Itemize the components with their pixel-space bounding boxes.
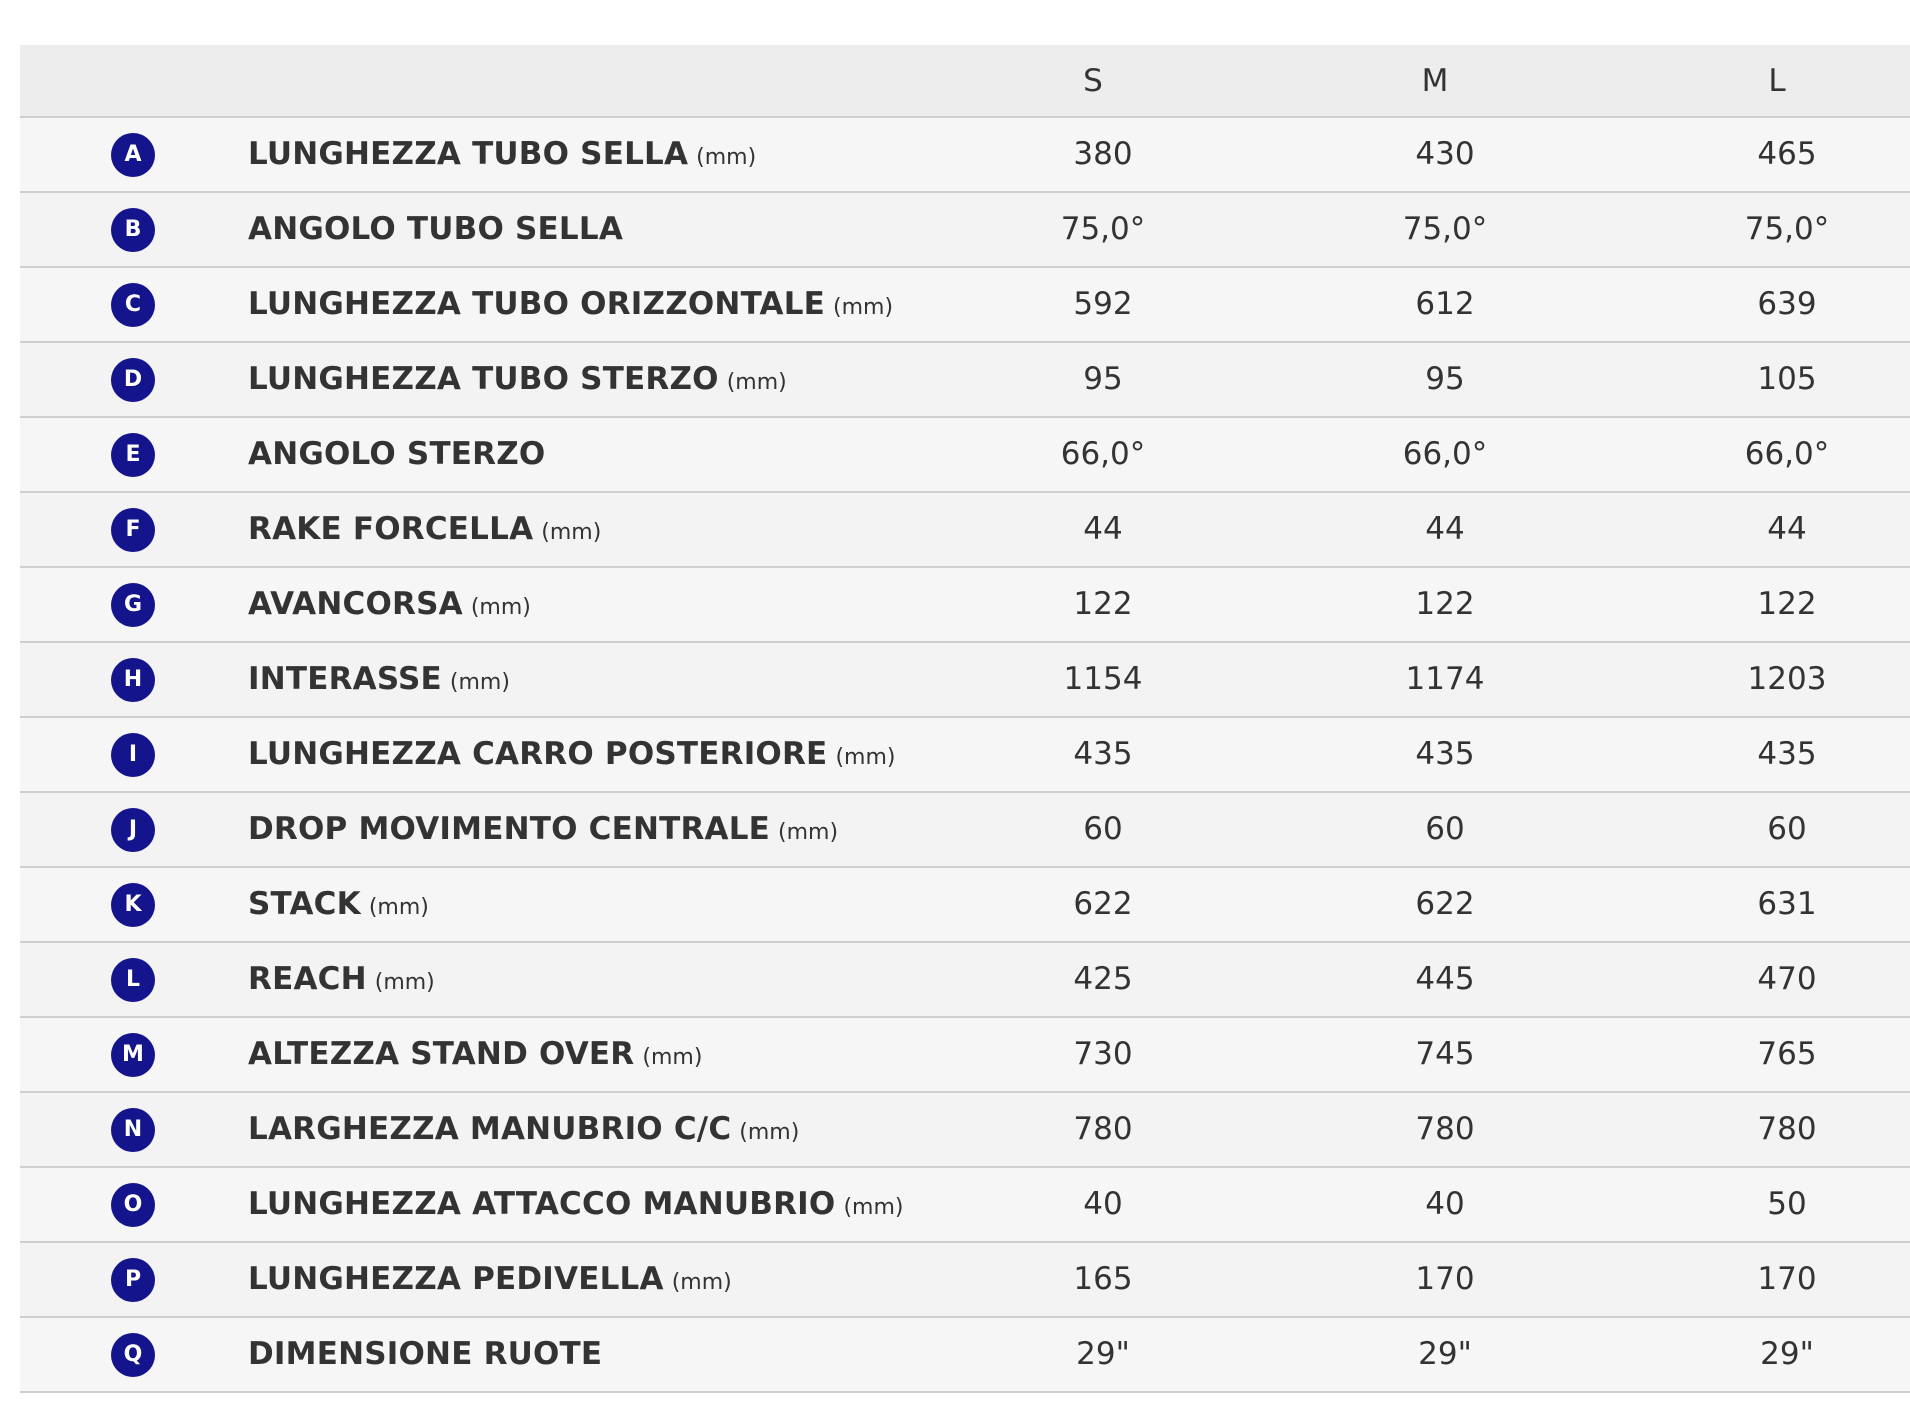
row-unit: (mm) (449, 670, 510, 695)
table-row (20, 1168, 1910, 1243)
row-unit: (mm) (778, 820, 839, 845)
row-label (248, 1243, 732, 1316)
row-letter-badge: J (111, 808, 155, 852)
value-size-m: 29" (1418, 1336, 1472, 1372)
row-label-text: ALTEZZA STAND OVER (248, 1036, 635, 1072)
row-label (248, 193, 623, 266)
value-size-l: 44 (1767, 511, 1807, 547)
row-unit: (mm) (739, 1120, 800, 1145)
row-label-text: AVANCORSA (248, 586, 463, 622)
value-size-l: 170 (1757, 1261, 1817, 1297)
row-label-text: RAKE FORCELLA (248, 511, 534, 547)
row-label (248, 1168, 903, 1241)
table-row (20, 1018, 1910, 1093)
row-letter-badge: I (111, 733, 155, 777)
value-size-l: 122 (1757, 586, 1817, 622)
value-size-l: 639 (1757, 286, 1817, 322)
row-label-text: ANGOLO TUBO SELLA (248, 211, 624, 247)
row-letter-badge: H (111, 658, 155, 702)
row-label-text: LARGHEZZA MANUBRIO C/C (248, 1111, 732, 1147)
table-row (20, 1243, 1910, 1318)
value-size-m: 780 (1415, 1111, 1475, 1147)
value-size-s: 40 (1083, 1186, 1123, 1222)
row-letter-badge: L (111, 958, 155, 1002)
value-size-l: 75,0° (1744, 211, 1830, 247)
value-size-l: 60 (1767, 811, 1807, 847)
table-row (20, 568, 1910, 643)
row-label (248, 268, 893, 341)
row-unit: (mm) (671, 1270, 732, 1295)
table-row (20, 418, 1910, 493)
table-row (20, 343, 1910, 418)
table-row (20, 268, 1910, 343)
row-label-text: REACH (248, 961, 367, 997)
value-size-s: 75,0° (1060, 211, 1146, 247)
row-unit: (mm) (368, 895, 429, 920)
row-letter-badge: M (111, 1033, 155, 1077)
value-size-m: 40 (1425, 1186, 1465, 1222)
row-label (248, 1093, 799, 1166)
value-size-m: 612 (1415, 286, 1475, 322)
table-body (20, 118, 1910, 1393)
row-label (248, 643, 510, 716)
value-size-l: 631 (1757, 886, 1817, 922)
value-size-m: 435 (1415, 736, 1475, 772)
row-letter-badge: E (111, 433, 155, 477)
value-size-m: 170 (1415, 1261, 1475, 1297)
row-label-text: STACK (248, 886, 361, 922)
value-size-m: 122 (1415, 586, 1475, 622)
value-size-s: 380 (1073, 136, 1133, 172)
row-letter-badge: Q (111, 1333, 155, 1377)
table-row (20, 868, 1910, 943)
row-letter-badge: F (111, 508, 155, 552)
table-row (20, 118, 1910, 193)
value-size-s: 122 (1073, 586, 1133, 622)
value-size-m: 1174 (1405, 661, 1485, 697)
value-size-s: 435 (1073, 736, 1133, 772)
value-size-s: 730 (1073, 1036, 1133, 1072)
value-size-m: 622 (1415, 886, 1475, 922)
value-size-m: 430 (1415, 136, 1475, 172)
value-size-l: 105 (1757, 361, 1817, 397)
row-unit: (mm) (696, 145, 757, 170)
value-size-l: 435 (1757, 736, 1817, 772)
row-unit: (mm) (541, 520, 602, 545)
row-letter-badge: O (111, 1183, 155, 1227)
value-size-m: 95 (1425, 361, 1465, 397)
value-size-l: 765 (1757, 1036, 1817, 1072)
value-size-l: 66,0° (1744, 436, 1830, 472)
row-letter-badge: N (111, 1108, 155, 1152)
row-label (248, 1318, 602, 1391)
value-size-s: 60 (1083, 811, 1123, 847)
value-size-l: 465 (1757, 136, 1817, 172)
row-label (248, 718, 895, 791)
row-label (248, 943, 435, 1016)
value-size-m: 60 (1425, 811, 1465, 847)
header-size-m: M (1421, 63, 1449, 99)
value-size-m: 75,0° (1402, 211, 1488, 247)
value-size-s: 592 (1073, 286, 1133, 322)
table-row (20, 493, 1910, 568)
row-letter-badge: K (111, 883, 155, 927)
header-size-s: S (1083, 63, 1103, 99)
table-row (20, 1093, 1910, 1168)
value-size-l: 29" (1760, 1336, 1814, 1372)
row-letter-badge: A (111, 133, 155, 177)
table-row (20, 643, 1910, 718)
table-row (20, 943, 1910, 1018)
row-label (248, 868, 429, 941)
row-unit: (mm) (470, 595, 531, 620)
row-unit: (mm) (833, 295, 894, 320)
table-row (20, 793, 1910, 868)
table-row (20, 193, 1910, 268)
row-unit: (mm) (374, 970, 435, 995)
row-label-text: LUNGHEZZA TUBO ORIZZONTALE (248, 286, 826, 322)
row-label (248, 418, 545, 491)
value-size-m: 445 (1415, 961, 1475, 997)
row-label-text: LUNGHEZZA PEDIVELLA (248, 1261, 664, 1297)
value-size-m: 66,0° (1402, 436, 1488, 472)
row-letter-badge: C (111, 283, 155, 327)
value-size-s: 780 (1073, 1111, 1133, 1147)
row-label-text: LUNGHEZZA TUBO STERZO (248, 361, 719, 397)
row-letter-badge: G (111, 583, 155, 627)
table-row (20, 1318, 1910, 1393)
row-label-text: DIMENSIONE RUOTE (248, 1336, 603, 1372)
value-size-s: 1154 (1063, 661, 1143, 697)
row-label-text: LUNGHEZZA ATTACCO MANUBRIO (248, 1186, 836, 1222)
row-label (248, 1018, 702, 1091)
value-size-s: 622 (1073, 886, 1133, 922)
value-size-l: 470 (1757, 961, 1817, 997)
value-size-s: 165 (1073, 1261, 1133, 1297)
table-header (20, 45, 1910, 118)
value-size-s: 95 (1083, 361, 1123, 397)
value-size-s: 66,0° (1060, 436, 1146, 472)
row-letter-badge: B (111, 208, 155, 252)
row-unit: (mm) (835, 745, 896, 770)
value-size-l: 50 (1767, 1186, 1807, 1222)
value-size-s: 425 (1073, 961, 1133, 997)
header-size-l: L (1768, 63, 1786, 99)
row-unit: (mm) (726, 370, 787, 395)
row-label-text: INTERASSE (248, 661, 442, 697)
row-label (248, 793, 838, 866)
value-size-m: 44 (1425, 511, 1465, 547)
value-size-s: 29" (1076, 1336, 1130, 1372)
row-letter-badge: D (111, 358, 155, 402)
row-unit: (mm) (642, 1045, 703, 1070)
value-size-l: 780 (1757, 1111, 1817, 1147)
value-size-s: 44 (1083, 511, 1123, 547)
row-label-text: LUNGHEZZA TUBO SELLA (248, 136, 689, 172)
value-size-m: 745 (1415, 1036, 1475, 1072)
row-label (248, 343, 787, 416)
row-letter-badge: P (111, 1258, 155, 1302)
value-size-l: 1203 (1747, 661, 1827, 697)
table-row (20, 718, 1910, 793)
row-label-text: ANGOLO STERZO (248, 436, 546, 472)
row-label (248, 118, 756, 191)
row-unit: (mm) (843, 1195, 904, 1220)
row-label (248, 568, 531, 641)
row-label-text: LUNGHEZZA CARRO POSTERIORE (248, 736, 828, 772)
row-label-text: DROP MOVIMENTO CENTRALE (248, 811, 771, 847)
row-label (248, 493, 601, 566)
